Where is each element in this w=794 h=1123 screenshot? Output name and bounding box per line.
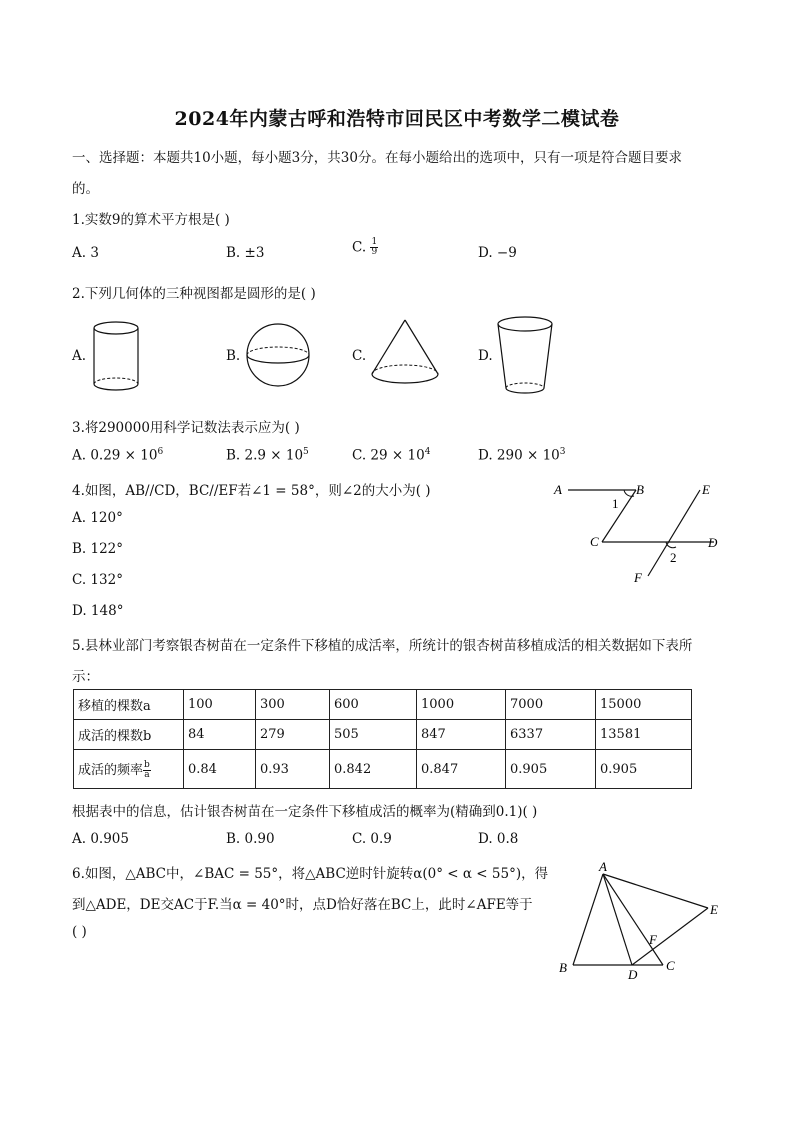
q4-label-angle-2: 2 — [670, 550, 677, 565]
table-cell: 0.905 — [506, 750, 596, 789]
q3-stem: 3.将290000用科学记数法表示应为( ) — [72, 420, 300, 436]
q3-d-base: D. 290 × 10 — [478, 447, 560, 464]
q5-option-a: A. 0.905 — [72, 831, 129, 847]
cylinder-figure — [88, 318, 144, 398]
table-cell: 0.905 — [596, 750, 692, 789]
q1-stem: 1.实数9的算术平方根是( ) — [72, 212, 230, 228]
q5-data-table — [73, 689, 692, 789]
q4-label-angle-1: 1 — [612, 496, 619, 511]
q5-stem: 5.县林业部门考察银杏树苗在一定条件下移植的成活率，所统计的银杏树苗移植成活的相关数据如下表所 — [72, 638, 693, 654]
q4-label-c: C — [590, 534, 599, 549]
table-cell: 100 — [184, 690, 256, 720]
q1-option-a: A. 3 — [72, 245, 99, 261]
q2-option-b: B. — [226, 348, 241, 364]
table-label-text: 成活的频率 — [78, 762, 144, 778]
q6-rotation-figure — [552, 860, 728, 984]
table-label-fraction — [143, 761, 151, 780]
q1-option-b: B. ±3 — [226, 245, 265, 261]
q3-a-base: A. 0.29 × 10 — [72, 447, 158, 464]
q3-b-base: B. 2.9 × 10 — [226, 447, 304, 464]
table-row — [74, 690, 692, 720]
frac-num: b — [144, 759, 150, 770]
table-cell-label: 成活的棵数b — [74, 720, 184, 750]
table-cell: 84 — [184, 720, 256, 750]
table-cell-label — [74, 750, 184, 789]
table-cell: 300 — [256, 690, 330, 720]
table-cell-label: 移植的棵数a — [74, 690, 184, 720]
q5-option-b: B. 0.90 — [226, 831, 275, 847]
cone-figure — [367, 316, 443, 388]
q5-question: 根据表中的信息，估计银杏树苗在一定条件下移植成活的概率为(精确到0.1)( ) — [72, 804, 538, 820]
q6-stem: 6.如图，△ABC中，∠BAC = 55°，将△ABC逆时针旋转α(0° < α < 55°)，得 — [72, 866, 549, 882]
q6-label-b: B — [559, 960, 567, 975]
q4-label-e: E — [702, 482, 710, 497]
q4-parallel-lines-figure — [548, 476, 728, 588]
page-title: 2024年内蒙古呼和浩特市回民区中考数学二模试卷 — [174, 108, 620, 130]
q5-option-d: D. 0.8 — [478, 831, 519, 847]
q5-stem-cont: 示： — [72, 669, 99, 685]
q1-frac-num: 1 — [371, 237, 378, 247]
table-cell: 847 — [417, 720, 506, 750]
q4-stem: 4.如图，AB//CD，BC//EF若∠1 = 58°，则∠2的大小为( ) — [72, 483, 431, 499]
section-heading-cont: 的。 — [72, 181, 99, 197]
table-cell: 1000 — [417, 690, 506, 720]
q4-option-b: B. 122° — [72, 541, 124, 557]
q6-label-d: D — [628, 967, 638, 982]
table-row — [74, 720, 692, 750]
frustum-cup-figure — [494, 314, 556, 400]
table-row — [74, 750, 692, 789]
table-cell: 15000 — [596, 690, 692, 720]
q3-c-exp: 4 — [424, 447, 431, 457]
q4-label-f: F — [634, 570, 642, 585]
q3-option-d — [478, 447, 566, 464]
q5-option-c: C. 0.9 — [352, 831, 392, 847]
frac-den: a — [144, 769, 150, 780]
q6-label-a: A — [599, 860, 607, 874]
q6-stem-cont: 到△ADE，DE交AC于F.当α = 40°时，点D恰好落在BC上，此时∠AFE等于 — [72, 897, 533, 913]
table-cell: 13581 — [596, 720, 692, 750]
q3-option-a — [72, 447, 163, 464]
q4-option-c: C. 132° — [72, 572, 123, 588]
q2-option-a: A. — [72, 348, 87, 364]
table-cell: 600 — [330, 690, 417, 720]
q6-label-f: F — [649, 932, 657, 947]
table-cell: 505 — [330, 720, 417, 750]
q3-a-exp: 6 — [157, 447, 164, 457]
q6-label-e: E — [710, 902, 718, 917]
q4-label-b: B — [636, 482, 644, 497]
q4-label-d: D — [708, 535, 718, 550]
q4-label-a: A — [554, 482, 562, 497]
q2-option-d: D. — [478, 348, 493, 364]
q1-option-c-label: C. — [352, 239, 367, 256]
q3-option-b — [226, 447, 309, 464]
table-cell: 6337 — [506, 720, 596, 750]
table-cell: 0.842 — [330, 750, 417, 789]
table-cell: 279 — [256, 720, 330, 750]
q4-option-a: A. 120° — [72, 510, 123, 526]
q1-frac-den: 9 — [371, 247, 378, 257]
table-cell: 0.84 — [184, 750, 256, 789]
table-cell: 7000 — [506, 690, 596, 720]
section-heading: 一、选择题：本题共10小题，每小题3分，共30分。在每小题给出的选项中，只有一项是符合题目要求 — [72, 150, 682, 166]
table-cell: 0.93 — [256, 750, 330, 789]
q3-d-exp: 3 — [559, 447, 566, 457]
q1-option-d: D. −9 — [478, 245, 517, 261]
q2-stem: 2.下列几何体的三种视图都是圆形的是( ) — [72, 286, 316, 302]
q1-option-c-fraction — [370, 238, 378, 257]
q1-option-c — [352, 238, 378, 257]
q4-option-d: D. 148° — [72, 603, 124, 619]
sphere-figure — [242, 318, 316, 394]
q3-b-exp: 5 — [303, 447, 309, 457]
q6-stem-paren: ( ) — [72, 924, 87, 940]
q6-label-c: C — [666, 958, 675, 973]
table-cell: 0.847 — [417, 750, 506, 789]
q3-option-c — [352, 447, 430, 464]
q2-option-c: C. — [352, 348, 367, 364]
q3-c-base: C. 29 × 10 — [352, 447, 425, 464]
